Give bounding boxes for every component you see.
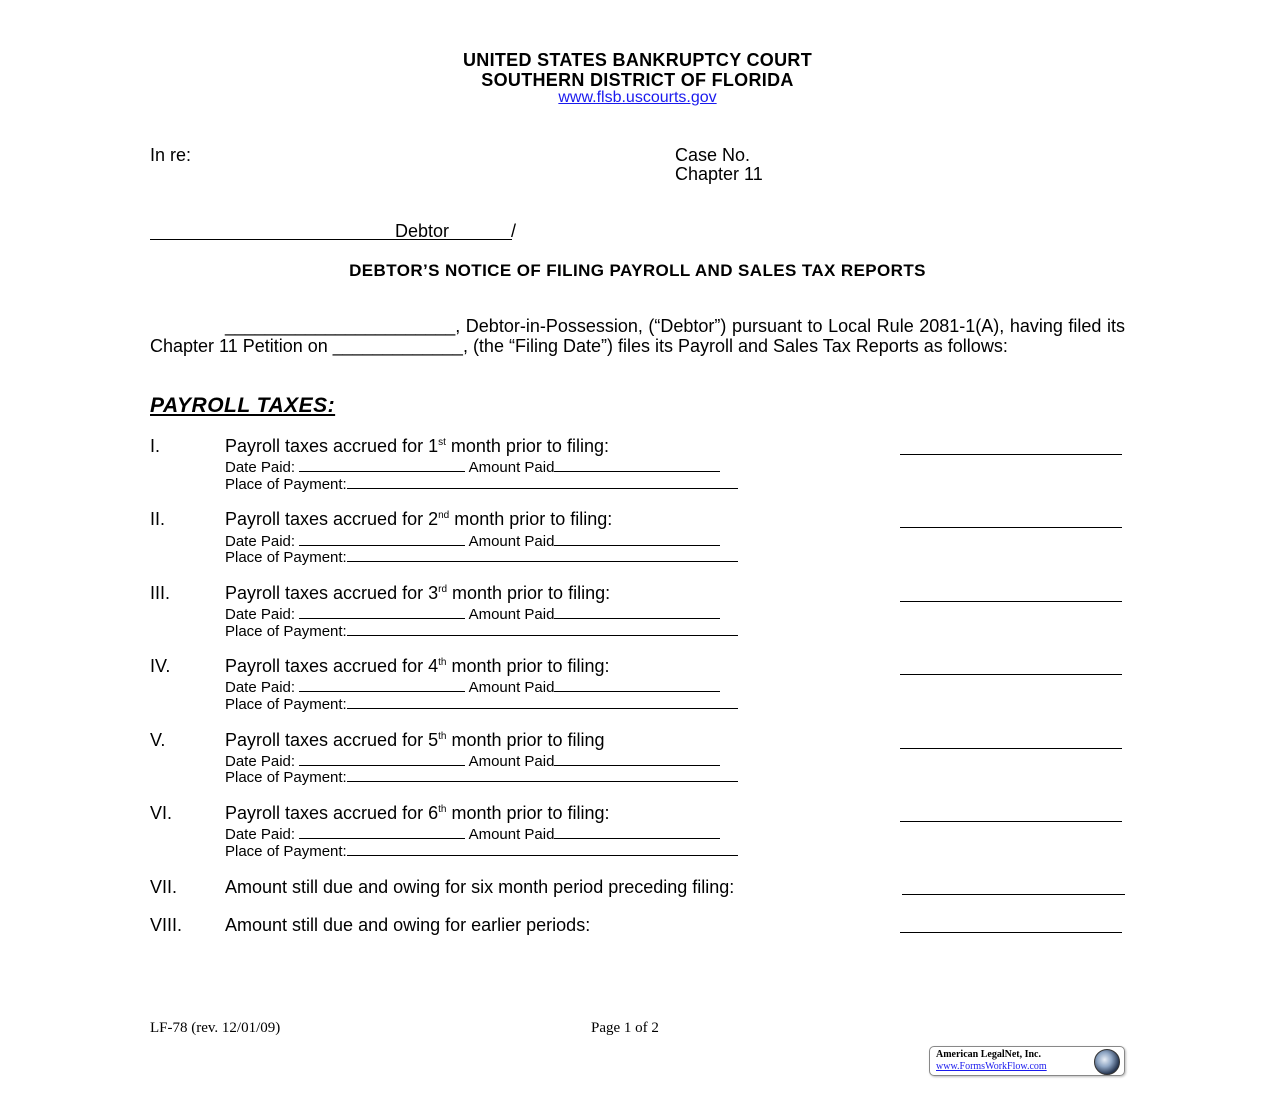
debtor-label: Debtor: [395, 221, 450, 241]
total-label: Amount still due and owing for six month period preceding filing:: [225, 877, 735, 897]
date-paid-blank[interactable]: [299, 604, 465, 619]
earlier-periods-amount-blank[interactable]: [900, 932, 1122, 933]
place-of-payment-row: Place of Payment:: [225, 841, 738, 860]
court-name: UNITED STATES BANKRUPTCY COURT: [462, 50, 812, 70]
place-of-payment-row: Place of Payment:: [225, 621, 738, 640]
place-of-payment-row: Place of Payment:: [225, 767, 738, 786]
amount-paid-blank[interactable]: [554, 604, 720, 619]
logo-url-link[interactable]: www.FormsWorkFlow.com: [936, 1061, 1047, 1072]
document-title: DEBTOR’S NOTICE OF FILING PAYROLL AND SALES TAX REPORTS: [349, 261, 926, 280]
case-no-label: Case No.: [675, 145, 751, 165]
amount-paid-blank[interactable]: [554, 457, 720, 472]
item-number: VII.: [150, 877, 178, 897]
district-name: SOUTHERN DISTRICT OF FLORIDA: [481, 70, 794, 90]
place-of-payment-blank[interactable]: [347, 767, 738, 782]
place-of-payment-row: Place of Payment:: [225, 694, 738, 713]
date-paid-row: Date Paid: Amount Paid: [225, 457, 720, 476]
debtor-name-line[interactable]: [150, 239, 512, 240]
debtor-name-blank[interactable]: _______________________: [225, 316, 456, 336]
amount-paid-blank[interactable]: [554, 751, 720, 766]
logo-company-name: American LegalNet, Inc.: [936, 1049, 1041, 1060]
globe-icon: [1094, 1049, 1120, 1075]
chapter-label: Chapter 11: [675, 164, 763, 184]
item-label: Payroll taxes accrued for 4th month prior to filing:: [225, 656, 610, 676]
item-number: II.: [150, 509, 166, 529]
amount-paid-blank[interactable]: [554, 531, 720, 546]
intro-paragraph: _______________________, Debtor-in-Possession, (“Debtor”) pursuant to Local Rule 2081-1(A), having filed its Chapter 11 Petition on _____________, (the “Filing Date”) files its Payroll and Sales Tax Reports as follows:: [150, 316, 1125, 356]
date-paid-blank[interactable]: [299, 457, 465, 472]
item-amount-blank[interactable]: [900, 748, 1122, 749]
date-paid-row: Date Paid: Amount Paid: [225, 751, 720, 770]
date-paid-blank[interactable]: [299, 677, 465, 692]
form-id: LF-78 (rev. 12/01/09): [150, 1020, 281, 1036]
item-label: Payroll taxes accrued for 1st month prior to filing:: [225, 436, 609, 456]
date-paid-row: Date Paid: Amount Paid: [225, 824, 720, 843]
item-number: V.: [150, 730, 166, 750]
item-amount-blank[interactable]: [900, 527, 1122, 528]
item-amount-blank[interactable]: [900, 674, 1122, 675]
caption-slash: /: [511, 221, 517, 241]
item-label: Payroll taxes accrued for 3rd month prior to filing:: [225, 583, 611, 603]
item-number: VI.: [150, 803, 173, 823]
date-paid-row: Date Paid: Amount Paid: [225, 604, 720, 623]
place-of-payment-blank[interactable]: [347, 694, 738, 709]
date-paid-blank[interactable]: [299, 824, 465, 839]
total-label: Amount still due and owing for earlier periods:: [225, 915, 591, 935]
amount-paid-blank[interactable]: [554, 824, 720, 839]
place-of-payment-blank[interactable]: [347, 841, 738, 856]
item-label: Payroll taxes accrued for 5th month prior to filing: [225, 730, 605, 750]
item-label: Payroll taxes accrued for 6th month prior to filing:: [225, 803, 610, 823]
date-paid-blank[interactable]: [299, 751, 465, 766]
item-number: IV.: [150, 656, 171, 676]
place-of-payment-blank[interactable]: [347, 474, 738, 489]
item-amount-blank[interactable]: [900, 821, 1122, 822]
place-of-payment-row: Place of Payment:: [225, 474, 738, 493]
page-number: Page 1 of 2: [591, 1020, 659, 1036]
place-of-payment-row: Place of Payment:: [225, 547, 738, 566]
date-paid-row: Date Paid: Amount Paid: [225, 677, 720, 696]
payroll-taxes-heading: PAYROLL TAXES:: [150, 394, 336, 417]
place-of-payment-blank[interactable]: [347, 547, 738, 562]
date-paid-blank[interactable]: [299, 531, 465, 546]
amount-paid-blank[interactable]: [554, 677, 720, 692]
item-amount-blank[interactable]: [900, 601, 1122, 602]
item-number: III.: [150, 583, 171, 603]
filing-date-blank[interactable]: _____________: [332, 335, 463, 356]
american-legalnet-logo[interactable]: [929, 1046, 1125, 1076]
item-label: Payroll taxes accrued for 2nd month prior to filing:: [225, 509, 613, 529]
place-of-payment-blank[interactable]: [347, 621, 738, 636]
item-amount-blank[interactable]: [900, 454, 1122, 455]
court-website-link[interactable]: www.flsb.uscourts.gov: [558, 89, 717, 106]
six-month-amount-blank[interactable]: [902, 894, 1125, 895]
in-re-label: In re:: [150, 145, 192, 165]
item-number: I.: [150, 436, 161, 456]
date-paid-row: Date Paid: Amount Paid: [225, 531, 720, 550]
item-number: VIII.: [150, 915, 183, 935]
